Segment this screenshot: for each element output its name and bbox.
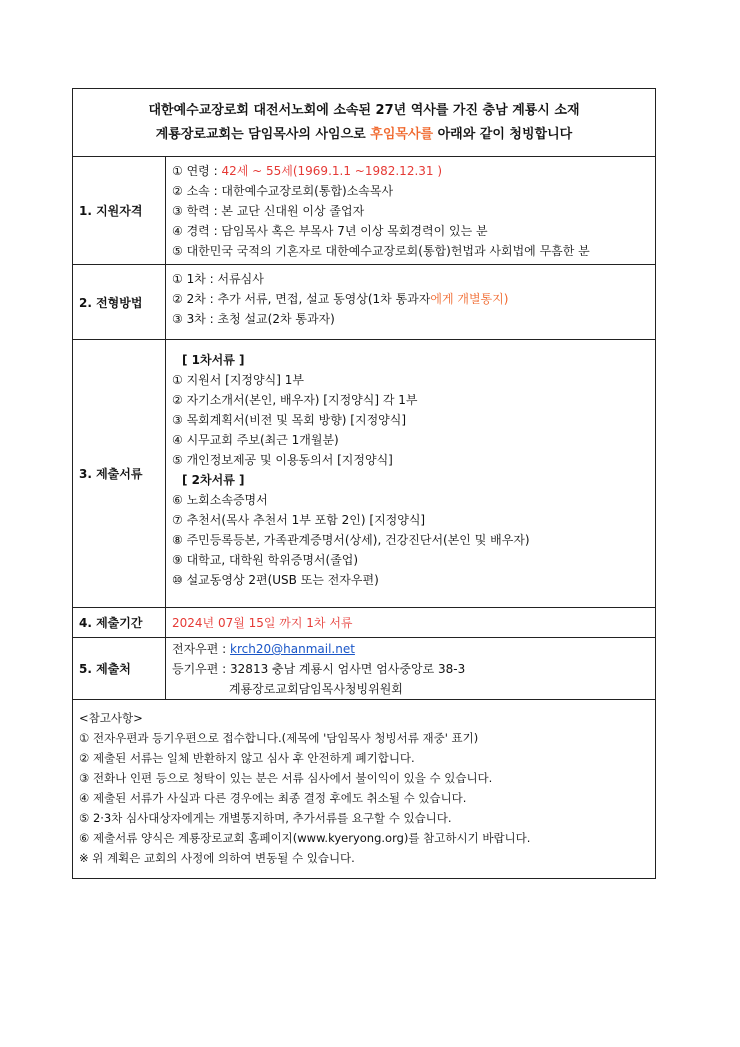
qualification-education: ③ 학력 : 본 교단 신대원 이상 졸업자 [172,204,365,218]
row-documents [73,340,655,608]
doc-item-4: ④ 시무교회 주보(최근 1개월분) [172,433,339,447]
notes-section [73,700,655,878]
qualification-experience: ④ 경력 : 담임목사 혹은 부목사 7년 이상 목회경력이 있는 분 [172,224,488,238]
period-content [166,608,655,637]
destination-label: 5. 제출처 [73,638,166,699]
qualification-age [172,161,655,181]
note-7: ※ 위 계획은 교회의 사정에 의하여 변동될 수 있습니다. [79,851,355,865]
second-docs-header: [ 2차서류 ] [182,473,245,487]
note-3: ③ 전화나 인편 등으로 청탁이 있는 분은 서류 심사에서 불이익이 있을 수 있습니다. [79,771,493,785]
selection-step-1: ① 1차 : 서류심사 [172,272,264,286]
selection-step-2 [172,289,655,309]
first-docs-header: [ 1차서류 ] [182,353,245,367]
row-qualifications [73,157,655,265]
note-6: ⑥ 제출서류 양식은 계룡장로교회 홈페이지(www.kyeryong.org)를 참고하시기 바랍니다. [79,831,531,845]
destination-email [172,639,655,659]
selection-step-3: ③ 3차 : 초청 설교(2차 통과자) [172,312,335,326]
note-5: ⑤ 2·3차 심사대상자에게는 개별통지하며, 추가서류를 요구할 수 있습니다. [79,811,452,825]
note-2: ② 제출된 서류는 일체 반환하지 않고 심사 후 안전하게 폐기합니다. [79,751,415,765]
doc-item-10: ⑩ 설교동영상 2편(USB 또는 전자우편) [172,573,379,587]
title-line-2-pre: 계룡장로교회는 담임목사의 사임으로 [155,126,371,142]
period-value: 2024년 07월 15일 까지 1차 서류 [172,616,353,630]
title-line-1: 대한예수교장로회 대전서노회에 소속된 27년 역사를 가진 충남 계룡시 소재 [148,102,580,118]
notes-header: <참고사항> [79,711,143,725]
qualifications-content [166,157,655,264]
selection-step-2-highlight: 에게 개별통지) [430,292,509,306]
doc-item-3: ③ 목회계획서(비전 및 목회 방향) [지정양식] [172,413,407,427]
documents-content [166,340,655,607]
doc-item-6: ⑥ 노회소속증명서 [172,493,268,507]
qualification-age-label: ① 연령 : [172,164,222,178]
destination-mail: 등기우편 : 32813 충남 계룡시 엄사면 엄사중앙로 38-3 [172,662,466,676]
doc-item-9: ⑨ 대학교, 대학원 학위증명서(졸업) [172,553,359,567]
destination-email-label: 전자우편 : [172,642,231,656]
row-period [73,608,655,638]
title-line-2 [73,123,655,147]
doc-item-8: ⑧ 주민등록등본, 가족관계증명서(상세), 건강진단서(본인 및 배우자) [172,533,530,547]
documents-label: 3. 제출서류 [73,340,166,607]
destination-content [166,638,655,699]
notice-title [73,89,655,157]
doc-item-7: ⑦ 추천서(목사 추천서 1부 포함 2인) [지정양식] [172,513,426,527]
recruitment-notice [72,88,656,879]
qualification-affiliation: ② 소속 : 대한예수교장로회(통합)소속목사 [172,184,394,198]
period-label: 4. 제출기간 [73,608,166,637]
destination-committee: 계룡장로교회담임목사청빙위원회 [229,682,403,696]
row-destination [73,638,655,700]
note-1: ① 전자우편과 등기우편으로 접수합니다.(제목에 '담임목사 청빙서류 재중' 표기) [79,731,479,745]
selection-step-2-text: ② 2차 : 추가 서류, 면접, 설교 동영상(1차 통과자 [172,292,431,306]
doc-item-5: ⑤ 개인정보제공 및 이용동의서 [지정양식] [172,453,393,467]
doc-item-2: ② 자기소개서(본인, 배우자) [지정양식] 각 1부 [172,393,418,407]
qualification-nationality: ⑤ 대한민국 국적의 기혼자로 대한예수교장로회(통합)헌법과 사회법에 무흠한 분 [172,244,590,258]
qualifications-label: 1. 지원자격 [73,157,166,264]
title-line-2-post: 아래와 같이 청빙합니다 [433,126,573,142]
row-selection [73,265,655,340]
selection-content [166,265,655,339]
title-highlight: 후임목사를 [370,126,434,142]
email-link[interactable]: krch20@hanmail.net [230,642,355,656]
qualification-age-range: 42세 ~ 55세(1969.1.1 ~1982.12.31 ) [221,164,443,178]
note-4: ④ 제출된 서류가 사실과 다른 경우에는 최종 결정 후에도 취소될 수 있습니다. [79,791,467,805]
selection-label: 2. 전형방법 [73,265,166,339]
doc-item-1: ① 지원서 [지정양식] 1부 [172,373,304,387]
